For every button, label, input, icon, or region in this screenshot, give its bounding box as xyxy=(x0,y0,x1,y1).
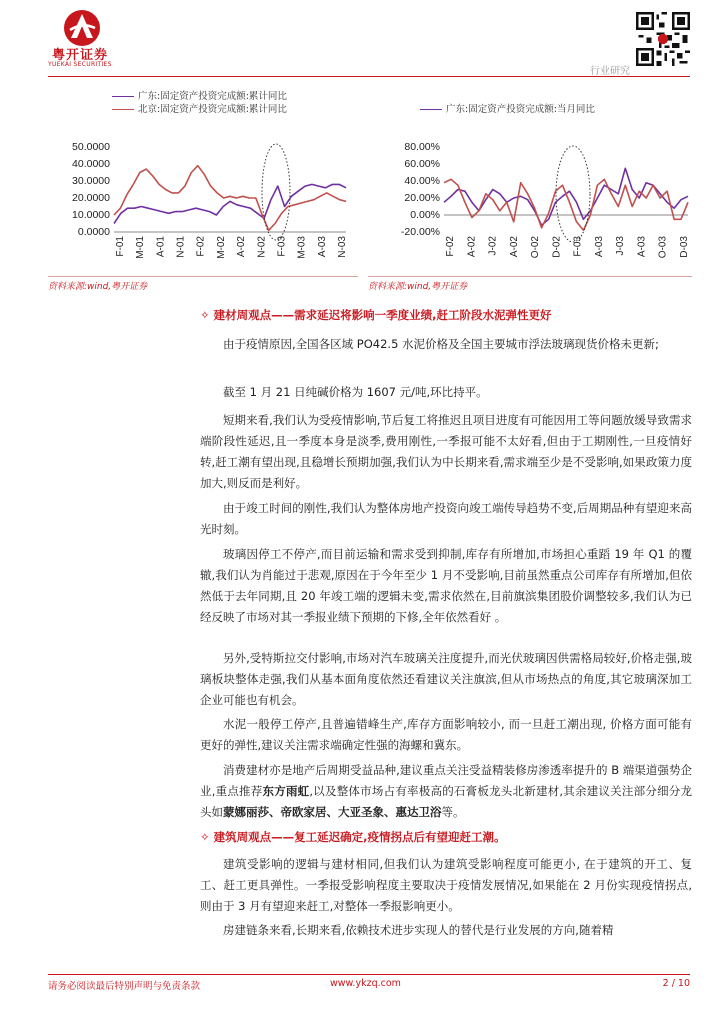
x-tick-label: F-02 xyxy=(195,236,207,257)
logo-name-en: YUEKAI SECURITIES xyxy=(48,61,112,68)
paragraph: 水泥一般停工停产,且普遍错峰生产,库存方面影响较小, 而一旦赶工潮出现, 价格方面可能有更好的弹性,建议关注需求端确定性强的海螺和冀东。 xyxy=(200,717,692,752)
x-tick-label: J-03 xyxy=(615,236,627,256)
y-tick-label: 0.0000 xyxy=(77,226,110,238)
diamond-bullet-icon: ✧ xyxy=(200,830,210,844)
highlight-stock: 东方雨虹 xyxy=(262,784,310,798)
section-heading-construction: ✧ 建筑周观点——复工延迟确定,疫情拐点后有望迎赶工潮。 xyxy=(200,830,506,844)
y-tick-label: 40.00% xyxy=(404,175,440,187)
y-tick-label: 10.0000 xyxy=(72,209,110,221)
paragraph: 玻璃因停工不停产,而目前运输和需求受到抑制,库存有所增加,市场担心重蹈 19 年 Q1 的覆辙,我们认为肖能过于悲观,原因在于今年至少 1 月不受影响,目前虽然重点公司库存有所增加,但依然低于去年同期,且 20 年竣工端的逻辑未变,需求依然在,目前旗滨集团股价调整较多,我们认为已经反映了市场对其一季报业绩下预期的下修,全年依然看好 。 xyxy=(200,547,692,624)
x-tick-label: F-03 xyxy=(276,236,288,257)
qr-code-icon xyxy=(636,12,690,66)
footer-divider xyxy=(48,974,690,975)
series-line-0 xyxy=(114,184,346,223)
y-tick-label: 20.0000 xyxy=(72,192,110,204)
paragraph: 房建链条来看,长期来看,依赖技术进步实现人的替代是行业发展的方向,随着精 xyxy=(223,923,614,937)
paragraph: 截至 1 月 21 日纯碱价格为 1607 元/吨,环比持平。 xyxy=(223,385,488,399)
y-tick-label: 0.00% xyxy=(410,209,440,221)
x-tick-label: A-02 xyxy=(236,236,248,258)
y-tick-label: 30.0000 xyxy=(72,175,110,187)
paragraph: 由于疫情原因,全国各区域 PO42.5 水泥价格及全国主要城市浮法玻璃现货价格未更新; xyxy=(223,337,659,351)
y-tick-label: 40.0000 xyxy=(72,158,110,170)
chart-guangdong-beijing-cumulative xyxy=(48,136,358,266)
x-tick-label: D-02 xyxy=(551,236,563,258)
series-line-0 xyxy=(444,168,688,225)
highlight-stocks: 蒙娜丽莎、帝欧家居、大亚圣象、惠达卫浴 xyxy=(223,805,442,819)
x-tick-label: F-01 xyxy=(115,236,126,257)
x-tick-label: O-02 xyxy=(530,236,542,259)
y-tick-label: 80.00% xyxy=(404,141,440,153)
paragraph: 短期来看,我们认为受疫情影响,节后复工将推迟且项目进度有可能因用工等问题放缓导致需求端阶段性延迟,且一季度本身是淡季,费用刚性,一季报可能不太好看,但由于工期刚性,一旦疫情好转,赶工潮有望出现,且稳增长预期加强,我们认为中长期来看,需求端至少是不受影响,如果政策力度加大,则反而是利好。 xyxy=(200,413,692,490)
source-divider-left xyxy=(48,276,358,277)
header-divider xyxy=(48,76,690,77)
paragraph-recommendations: 消费建材亦是地产后周期受益品种,建议重点关注受益精装修房渗透率提升的 B 端渠道强势企业,重点推荐东方雨虹,以及整体市场占有率极高的石膏板龙头北新建材,其余建议关注部分细分龙头如蒙娜丽莎、帝欧家居、大亚圣象、惠达卫浴等。 xyxy=(200,763,693,819)
paragraph: 另外,受特斯拉交付影响,市场对汽车玻璃关注度提升,而光伏玻璃因供需格局较好,价格走强,玻璃板块整体走强,我们从基本面角度依然还看建议关注旗滨,但从市场热点的角度,其它玻璃深加工企业可能也有机会。 xyxy=(200,651,692,707)
logo-name-cn: 粤开证券 xyxy=(52,48,109,63)
x-tick-label: F-02 xyxy=(445,236,456,257)
diamond-bullet-icon: ✧ xyxy=(200,308,210,322)
y-tick-label: -20.00% xyxy=(400,226,440,238)
footer-url[interactable]: www.ykzq.com xyxy=(330,978,401,989)
footer-disclaimer[interactable]: 请务必阅读最后特别声明与免责条款 xyxy=(48,981,201,992)
chart2-legend-item-guangdong: 广东:固定资产投资完成额:当月同比 xyxy=(420,101,595,115)
paragraph: 由于竣工时间的刚性,我们认为整体房地产投资向竣工端传导趋势不变,后周期品种有望迎来高光时刻。 xyxy=(200,501,692,536)
y-tick-label: 60.00% xyxy=(404,158,440,170)
x-tick-label: N-02 xyxy=(256,236,268,258)
x-tick-label: D-03 xyxy=(679,236,690,258)
x-tick-label: A-02 xyxy=(466,236,478,258)
company-logo-icon xyxy=(62,8,102,48)
highlight-ellipse xyxy=(262,144,290,240)
chart1-legend-item-beijing: 北京:固定资产投资完成额:累计同比 xyxy=(112,101,287,115)
x-tick-label: A-03 xyxy=(593,236,605,258)
x-tick-label: O-03 xyxy=(657,236,669,259)
source-divider-right xyxy=(368,276,692,277)
x-tick-label: A-02 xyxy=(508,236,520,258)
x-tick-label: A-03 xyxy=(636,236,648,258)
chart-guangdong-monthly xyxy=(368,136,698,266)
x-tick-label: M-01 xyxy=(135,236,147,259)
series-line-1 xyxy=(444,179,688,230)
section-tag: 行业研究 xyxy=(590,66,630,77)
x-tick-label: J-02 xyxy=(487,236,499,256)
x-tick-label: N-03 xyxy=(337,236,348,258)
y-tick-label: 20.00% xyxy=(404,192,440,204)
footer-page-number: 2 / 10 xyxy=(662,978,690,989)
x-tick-label: A-01 xyxy=(155,236,167,258)
x-tick-label: F-03 xyxy=(572,236,584,257)
y-tick-label: 50.0000 xyxy=(72,141,110,153)
section-heading-materials: ✧ 建材周观点——需求延迟将影响一季度业绩,赶工阶段水泥弹性更好 xyxy=(200,308,552,322)
x-tick-label: N-01 xyxy=(175,236,187,258)
paragraph: 建筑受影响的逻辑与建材相同,但我们认为建筑受影响程度可能更小, 在于建筑的开工、复工、赶工更具弹性。一季报受影响程度主要取决于疫情发展情况,如果能在 2 月份实现疫情拐点,则由于 3 月有望迎来赶工,对整体一季报影响更小。 xyxy=(200,857,692,913)
chart2-source: 资料来源:wind,粤开证券 xyxy=(368,282,468,292)
series-line-1 xyxy=(114,166,346,231)
x-tick-label: M-03 xyxy=(296,235,308,259)
chart1-legend-item-guangdong: 广东:固定资产投资完成额:累计同比 xyxy=(112,88,287,102)
chart1-source: 资料来源:wind,粤开证券 xyxy=(48,282,148,292)
x-tick-label: M-02 xyxy=(215,236,227,259)
x-tick-label: A-03 xyxy=(316,236,328,258)
